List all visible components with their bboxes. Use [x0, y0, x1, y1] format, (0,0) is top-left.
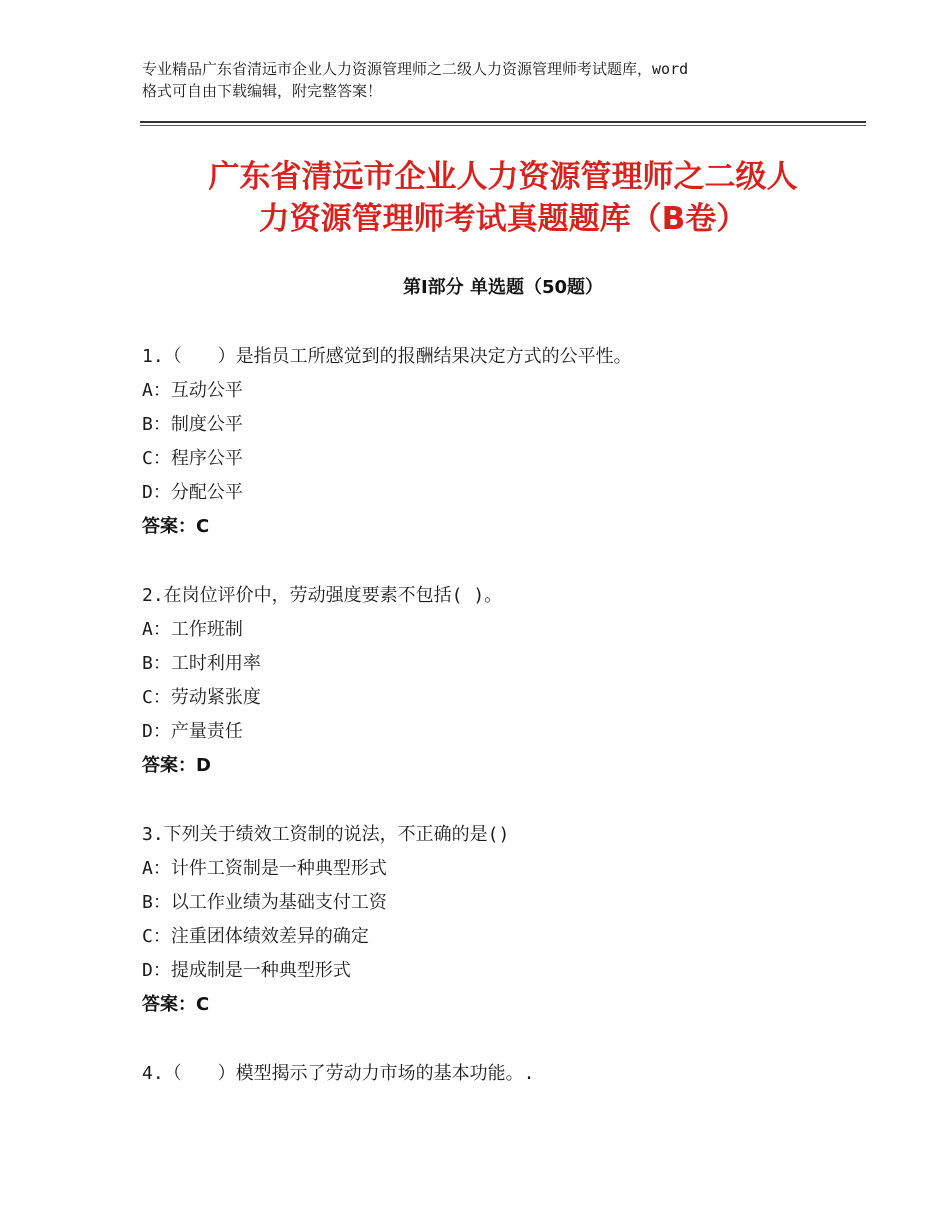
- header-divider-thin: [140, 125, 866, 126]
- question-3: [142, 818, 842, 1022]
- option-a: A：互动公平: [142, 380, 243, 401]
- question-stem: 3.下列关于绩效工资制的说法，不正确的是(): [142, 824, 510, 845]
- option-c: C：注重团体绩效差异的确定: [142, 926, 369, 947]
- document-title: [140, 156, 866, 240]
- option-d: D：分配公平: [142, 482, 243, 503]
- document-title-line-1: 广东省清远市企业人力资源管理师之二级人: [208, 159, 798, 195]
- option-b: B：工时利用率: [142, 653, 261, 674]
- question-4: [142, 1057, 842, 1091]
- header-note: [142, 58, 832, 102]
- question-stem: 4.（ ）模型揭示了劳动力市场的基本功能。.: [142, 1063, 535, 1084]
- question-stem: 1.（ ）是指员工所感觉到的报酬结果决定方式的公平性。: [142, 346, 632, 367]
- option-d: D：产量责任: [142, 721, 243, 742]
- header-note-line-1: 专业精品广东省清远市企业人力资源管理师之二级人力资源管理师考试题库，word: [142, 60, 689, 78]
- option-a: A：计件工资制是一种典型形式: [142, 858, 387, 879]
- option-c: C：劳动紧张度: [142, 687, 261, 708]
- section-heading: 第Ⅰ部分 单选题（50题）: [402, 277, 603, 298]
- option-a: A：工作班制: [142, 619, 243, 640]
- header-note-line-2: 格式可自由下载编辑，附完整答案！: [142, 82, 383, 100]
- answer-line: 答案：D: [142, 755, 211, 776]
- question-1: [142, 340, 842, 544]
- option-b: B：制度公平: [142, 414, 243, 435]
- header-divider-thick: [140, 121, 866, 123]
- option-b: B：以工作业绩为基础支付工资: [142, 892, 387, 913]
- answer-line: 答案：C: [142, 994, 210, 1015]
- option-c: C：程序公平: [142, 448, 243, 469]
- answer-line: 答案：C: [142, 516, 210, 537]
- question-2: [142, 579, 842, 783]
- option-d: D：提成制是一种典型形式: [142, 960, 351, 981]
- question-stem: 2.在岗位评价中，劳动强度要素不包括( )。: [142, 585, 503, 606]
- document-title-line-2: 力资源管理师考试真题题库（B卷）: [258, 201, 748, 237]
